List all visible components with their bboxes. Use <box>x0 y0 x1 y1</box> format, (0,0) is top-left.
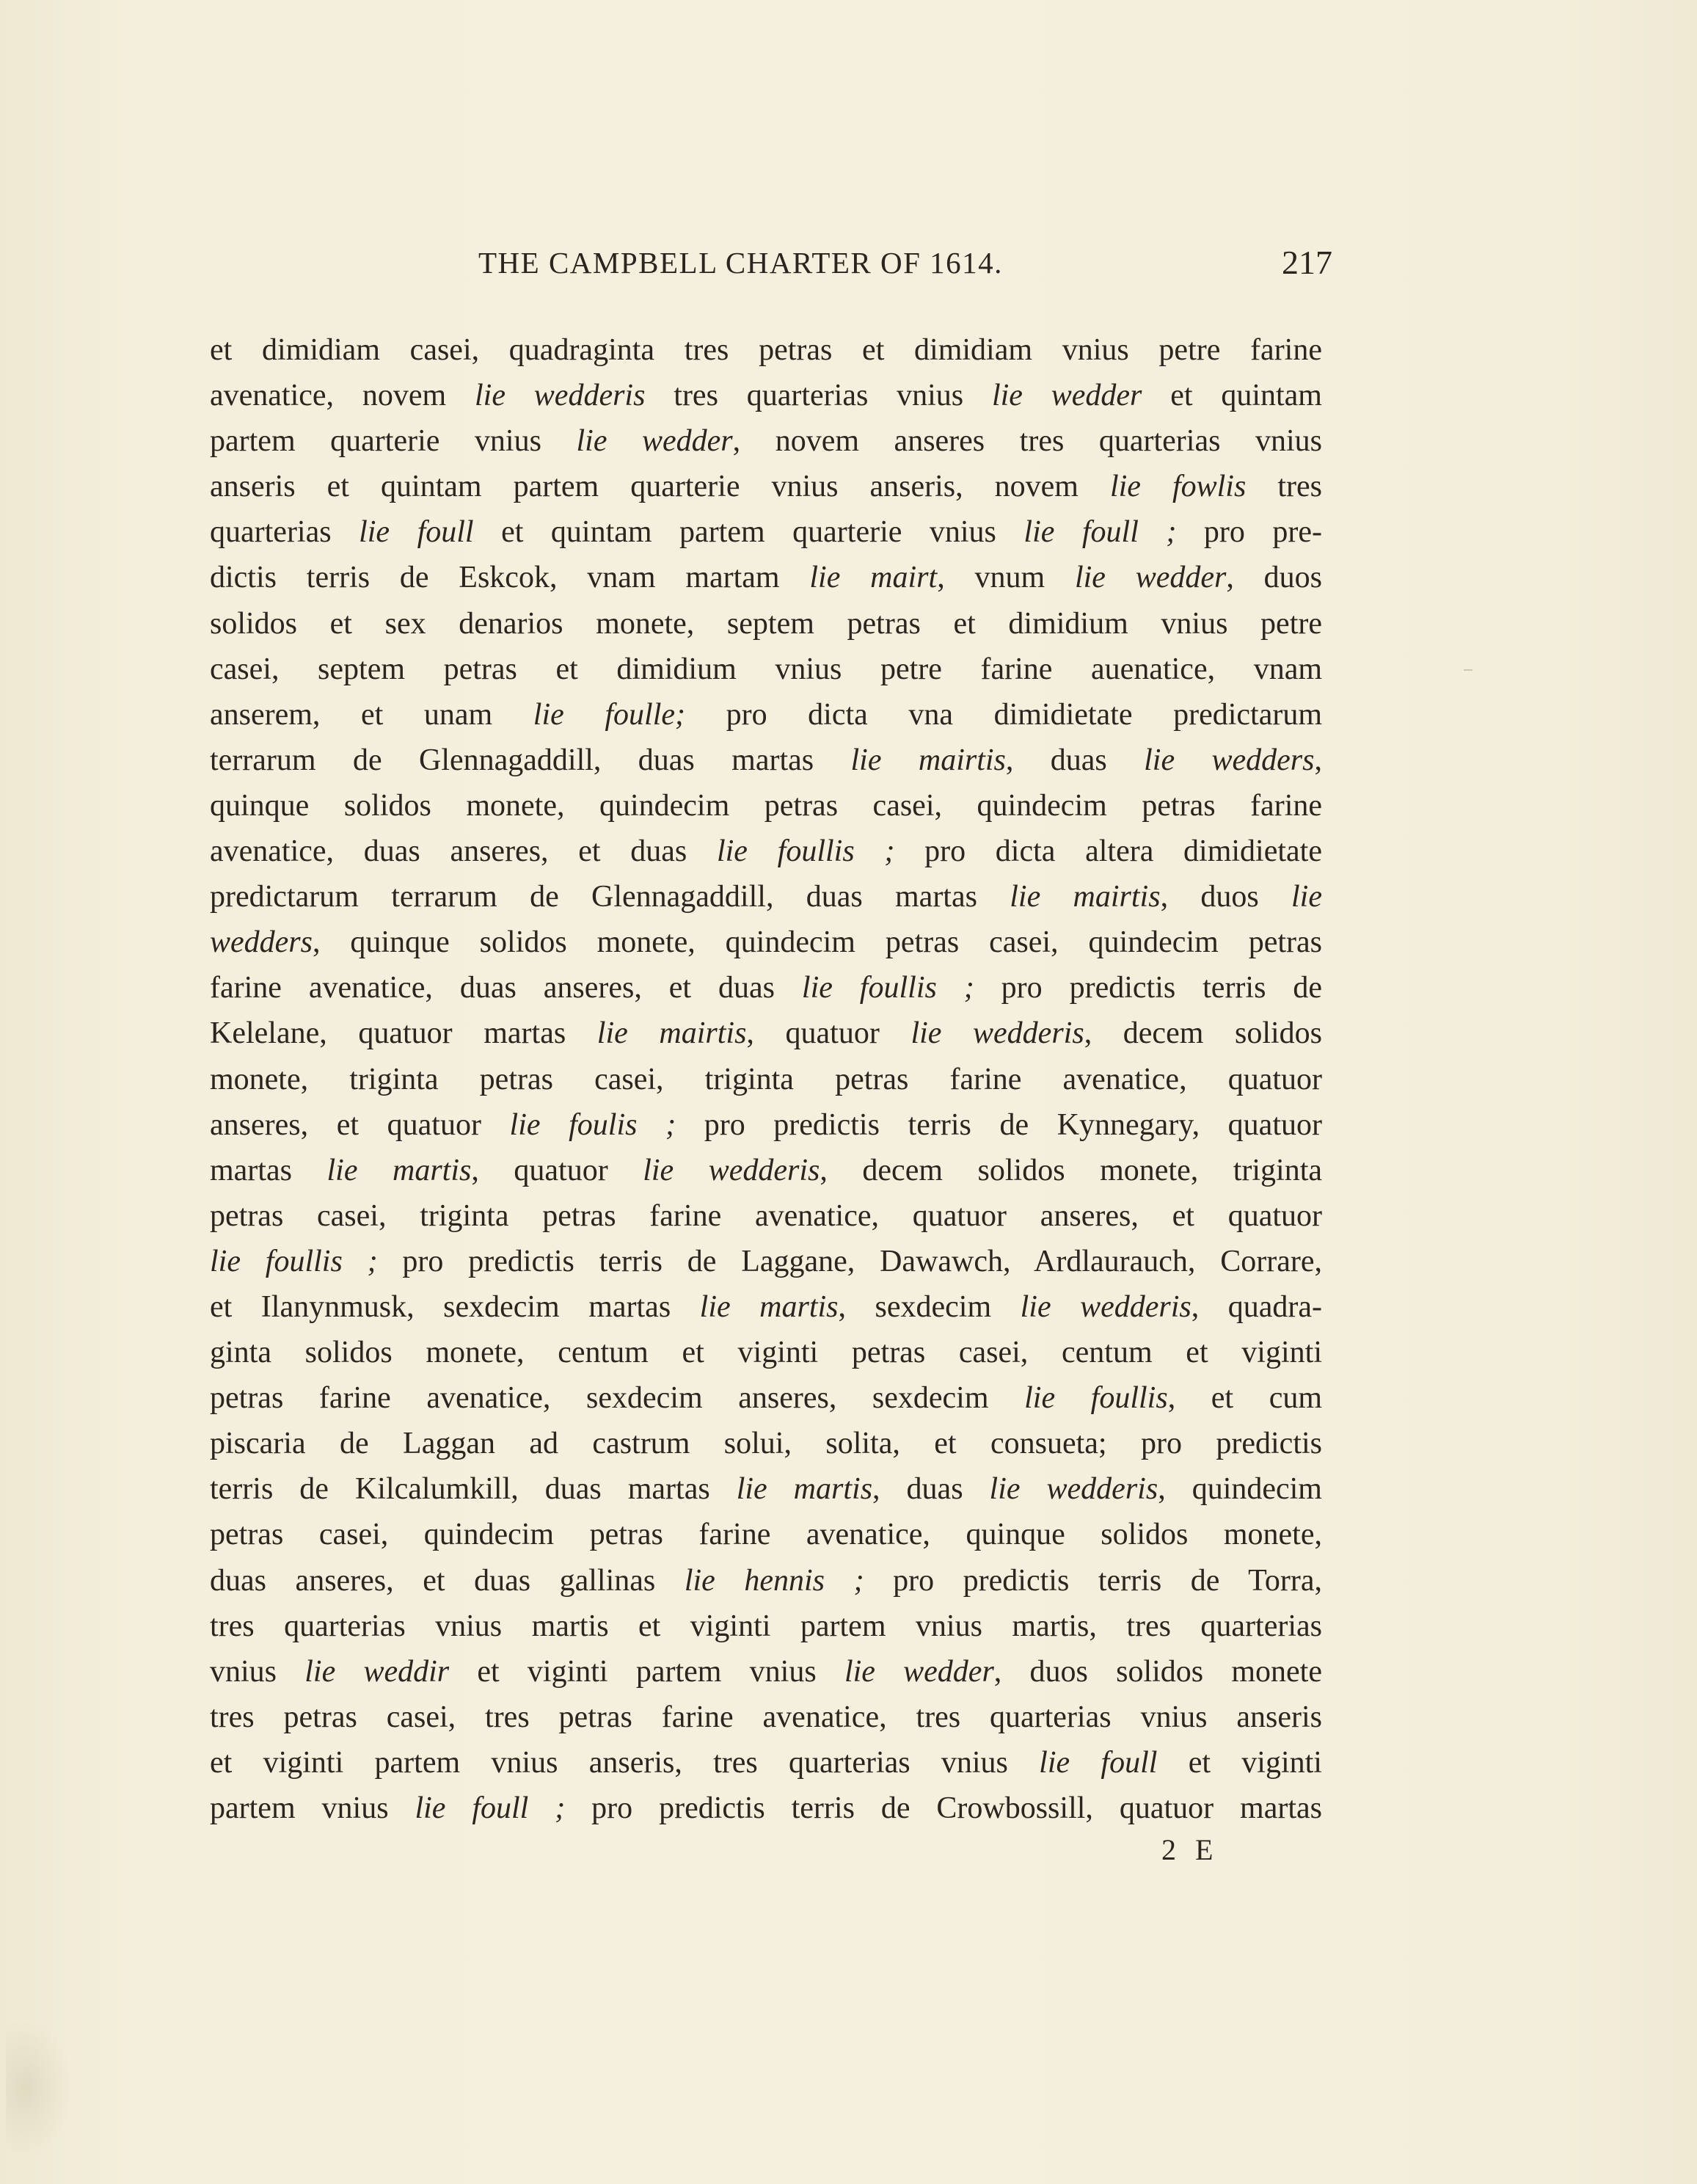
italic-term: lie mairtis <box>596 1016 747 1051</box>
text-line: anseris et quintam partem quarterie vnius anseris, novem lie fowlis tres <box>210 470 1322 504</box>
text-line: petras casei, quindecim petras farine avenatice, quinque solidos monete, <box>210 1518 1322 1552</box>
italic-term: lie weddir <box>304 1654 450 1689</box>
text-line: terrarum de Glennagaddill, duas martas lie mairtis, duas lie wedders, <box>210 743 1322 777</box>
italic-term: lie mairt <box>809 561 938 595</box>
text-line: piscaria de Laggan ad castrum solui, solita, et consueta; pro predictis <box>210 1427 1322 1461</box>
text-line: martas lie martis, quatuor lie wedderis, decem solidos monete, triginta <box>210 1153 1323 1187</box>
italic-term: lie wedderis <box>910 1016 1084 1051</box>
text-line: wedders, quinque solidos monete, quindecim petras casei, quindecim petras <box>210 925 1322 960</box>
italic-term: lie foull <box>359 515 474 550</box>
text-line: predictarum terrarum de Glennagaddill, duas martas lie mairtis, duos lie <box>210 880 1322 914</box>
italic-term: lie wedderis <box>643 1153 820 1187</box>
text-line: casei, septem petras et dimidium vnius petre farine auenatice, vnam <box>210 652 1322 686</box>
text-line: et viginti partem vnius anseris, tres quarterias vnius lie foull et viginti <box>210 1745 1322 1780</box>
text-line: tres quarterias vnius martis et viginti partem vnius martis, tres quarterias <box>210 1609 1322 1643</box>
text-line: anseres, et quatuor lie foulis ; pro predictis terris de Kynnegary, quatuor <box>210 1107 1322 1142</box>
italic-term: lie fowlis <box>1109 470 1247 504</box>
italic-term: lie mairtis <box>1010 880 1161 914</box>
italic-term: lie wedder <box>991 379 1142 413</box>
italic-term: lie foull ; <box>415 1791 566 1825</box>
italic-term: lie martis <box>699 1289 839 1324</box>
running-title: THE CAMPBELL CHARTER OF 1614. <box>478 246 1003 280</box>
page-smudge <box>6 2018 72 2158</box>
text-line: ginta solidos monete, centum et viginti petras casei, centum et viginti <box>210 1336 1322 1370</box>
italic-term: lie foullis ; <box>716 834 895 869</box>
text-line: et dimidiam casei, quadraginta tres petras et dimidiam vnius petre farine <box>210 333 1322 367</box>
text-line: avenatice, novem lie wedderis tres quarterias vnius lie wedder et quintam <box>210 379 1322 413</box>
italic-term: lie foullis <box>1024 1381 1168 1416</box>
text-line: solidos et sex denarios monete, septem petras et dimidium vnius petre <box>210 606 1322 641</box>
italic-term: lie wedderis <box>475 379 646 413</box>
text-line: tres petras casei, tres petras farine avenatice, tres quarterias vnius anseris <box>210 1700 1322 1734</box>
text-line: terris de Kilcalumkill, duas martas lie martis, duas lie wedderis, quindecim <box>210 1472 1322 1507</box>
text-line: petras farine avenatice, sexdecim anseres, sexdecim lie foullis, et cum <box>210 1381 1323 1416</box>
italic-term: lie wedder <box>1074 561 1227 595</box>
margin-mark <box>1464 669 1472 671</box>
italic-term: lie foull <box>1039 1745 1158 1780</box>
text-line: anserem, et unam lie foulle; pro dicta vna dimidietate predictarum <box>210 697 1322 732</box>
text-line: monete, triginta petras casei, triginta petras farine avenatice, quatuor <box>210 1062 1322 1096</box>
text-line: petras casei, triginta petras farine avenatice, quatuor anseres, et quatuor <box>210 1198 1322 1233</box>
text-line: partem vnius lie foull ; pro predictis terris de Crowbossill, quatuor martas <box>210 1791 1322 1825</box>
italic-term: lie wedderis <box>989 1472 1158 1507</box>
text-line: farine avenatice, duas anseres, et duas lie foullis ; pro predictis terris de <box>210 971 1322 1005</box>
text-line: et Ilanynmusk, sexdecim martas lie martis, sexdecim lie wedderis, quadra- <box>210 1289 1323 1324</box>
text-line: quinque solidos monete, quindecim petras casei, quindecim petras farine <box>210 788 1322 823</box>
signature-mark: 2 E <box>1161 1833 1219 1866</box>
text-line: quarterias lie foull et quintam partem quarterie vnius lie foull ; pro pre- <box>210 515 1322 550</box>
text-line: avenatice, duas anseres, et duas lie foullis ; pro dicta altera dimidietate <box>210 834 1322 869</box>
text-line: Kelelane, quatuor martas lie mairtis, quatuor lie wedderis, decem solidos <box>210 1016 1323 1051</box>
italic-term: lie wedderis <box>1020 1289 1191 1324</box>
italic-term: lie foulle; <box>533 697 685 732</box>
italic-term: lie hennis ; <box>684 1563 864 1598</box>
text-line: lie foullis ; pro predictis terris de Laggane, Dawawch, Ardlaurauch, Corrare, <box>210 1244 1322 1278</box>
running-head <box>210 241 1332 285</box>
text-line: partem quarterie vnius lie wedder, novem anseres tres quarterias vnius <box>210 424 1323 459</box>
italic-term: lie foull ; <box>1023 515 1177 550</box>
italic-term: lie mairtis <box>850 743 1006 777</box>
page-number: 217 <box>1282 244 1332 281</box>
body-text <box>210 327 1322 1831</box>
text-line: vnius lie weddir et viginti partem vnius lie wedder, duos solidos monete <box>210 1654 1322 1689</box>
italic-term: lie wedder <box>576 424 733 459</box>
italic-term: lie martis <box>736 1472 873 1507</box>
italic-term: lie martis <box>326 1153 472 1187</box>
italic-term: lie wedder <box>844 1654 994 1689</box>
italic-term: wedders <box>210 925 313 960</box>
text-line: duas anseres, et duas gallinas lie hennis ; pro predictis terris de Torra, <box>210 1563 1323 1598</box>
italic-term: lie <box>1291 880 1322 914</box>
italic-term: lie wedders <box>1144 743 1315 777</box>
text-line: dictis terris de Eskcok, vnam martam lie mairt, vnum lie wedder, duos <box>210 561 1322 595</box>
italic-term: lie foullis ; <box>210 1244 378 1278</box>
italic-term: lie foulis ; <box>509 1107 676 1142</box>
italic-term: lie foullis ; <box>801 971 974 1005</box>
